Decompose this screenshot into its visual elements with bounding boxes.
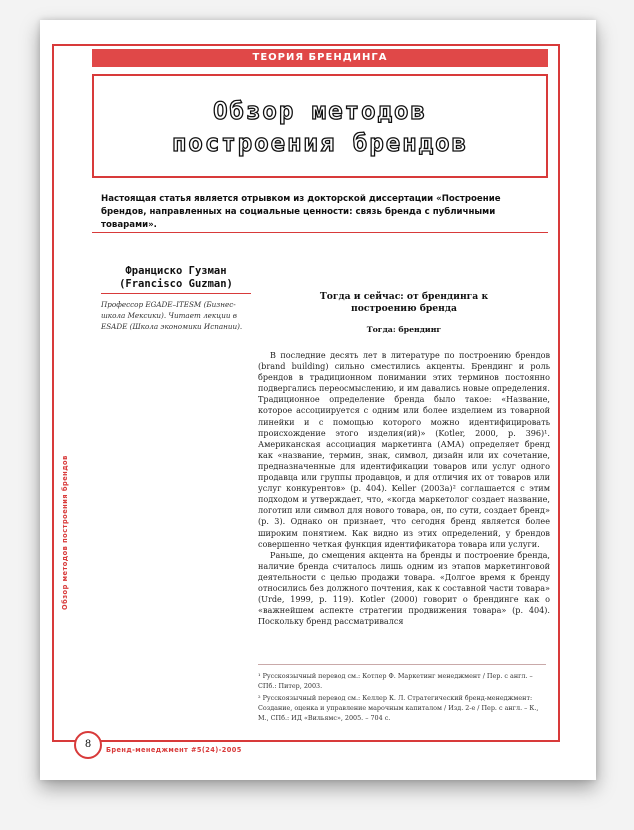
article-main-title-line-2: построения брендов xyxy=(171,129,469,157)
footnote-2: ² Русскоязычный перевод см.: Келлер К. Л. Стратегический бренд-менеджмент: Создание, оценка и управление марочным капиталом / Изд. 2-е / Пер. с англ. – К., М., СПб.: ИД «Вильямс», 2005. – 704 с. xyxy=(258,694,539,722)
body-paragraph: В последние десять лет в литературе по построению брендов (brand building) сильно сместились акценты. Брендинг и роль брендов в традиционном понимании этих терминов постоянно подвергались переосмыслению, и им давались новые определения. Традиционное определение бренда было такое: «Название, которое ассоциируется с одним или более изделием из товарной линейки и с помощью которого можно идентифицировать происхождение этого изделия(ий)» (Kotler, 2000, р. 396)¹. Американская ассоциация маркетинга (АМА) определяет бренд как «название, термин, знак, символ, дизайн или их сочетание, предназначенные для идентификации товаров или услуг одного продавца или группы продавцов, и для отличия их от товаров или услуг конкурентов» (р. 404). Keller (2003a)² соглашается с этим подходом и утверждает, что, «когда маркетолог создает название, логотип или символ для нового товара, он, по сути, создает бренд» (р. 3). Однако он признает, что сегодня бренд является более широким понятием. Как видно из этих определений, у брендов совершенно четкая функция идентификатора товара или услуги. xyxy=(258,350,550,549)
author-bio: Профессор EGADE–ITESM (Бизнес-школа Мексики). Читает лекции в ESADE (Школа экономики Испании). xyxy=(101,300,243,331)
footnote-1: ¹ Русскоязычный перевод см.: Котлер Ф. Маркетинг менеджмент / Пер. с англ. – СПб.: Питер, 2003. xyxy=(258,672,533,690)
author-name xyxy=(101,265,251,291)
article-main-title-line-1: Обзор методов xyxy=(213,97,427,125)
author-name-en: (Francisco Guzman) xyxy=(119,278,233,290)
section-banner: ТЕОРИЯ БРЕНДИНГА xyxy=(92,49,548,67)
author-divider xyxy=(101,293,251,294)
footnote-divider xyxy=(258,664,546,665)
footer-issue: Бренд-менеджмент #5(24)-2005 xyxy=(106,746,242,754)
page-number: 8 xyxy=(84,739,92,750)
lead-paragraph: Настоящая статья является отрывком из докторской диссертации «Построение брендов, направленных на социальные ценности: связь бренда с публичными товарами». xyxy=(101,194,501,230)
article-title: Тогда и сейчас: от брендинга к построению бренда xyxy=(319,291,489,314)
page-number-circle xyxy=(74,731,102,759)
lead-divider xyxy=(92,232,548,233)
author-name-ru: Франциско Гузман xyxy=(125,265,227,277)
side-running-title: Обзор методов построения брендов xyxy=(61,455,69,610)
title-box xyxy=(92,74,548,178)
article-body xyxy=(258,350,550,627)
footnotes xyxy=(258,671,550,725)
body-paragraph: Раньше, до смещения акцента на бренды и построение бренда, наличие бренда считалось лишь одним из этапов маркетинговой деятельности с целью продажи товара. «Долгое время к бренду относились без должного почтения, как к составной части товара» (Urde, 1999, р. 119). Kotler (2000) говорит о брендинге как о «важнейшем аспекте стратегии продвижения товара» (р. 404). Поскольку бренд рассматривался xyxy=(258,549,550,627)
article-subhead: Тогда: брендинг xyxy=(366,325,442,334)
